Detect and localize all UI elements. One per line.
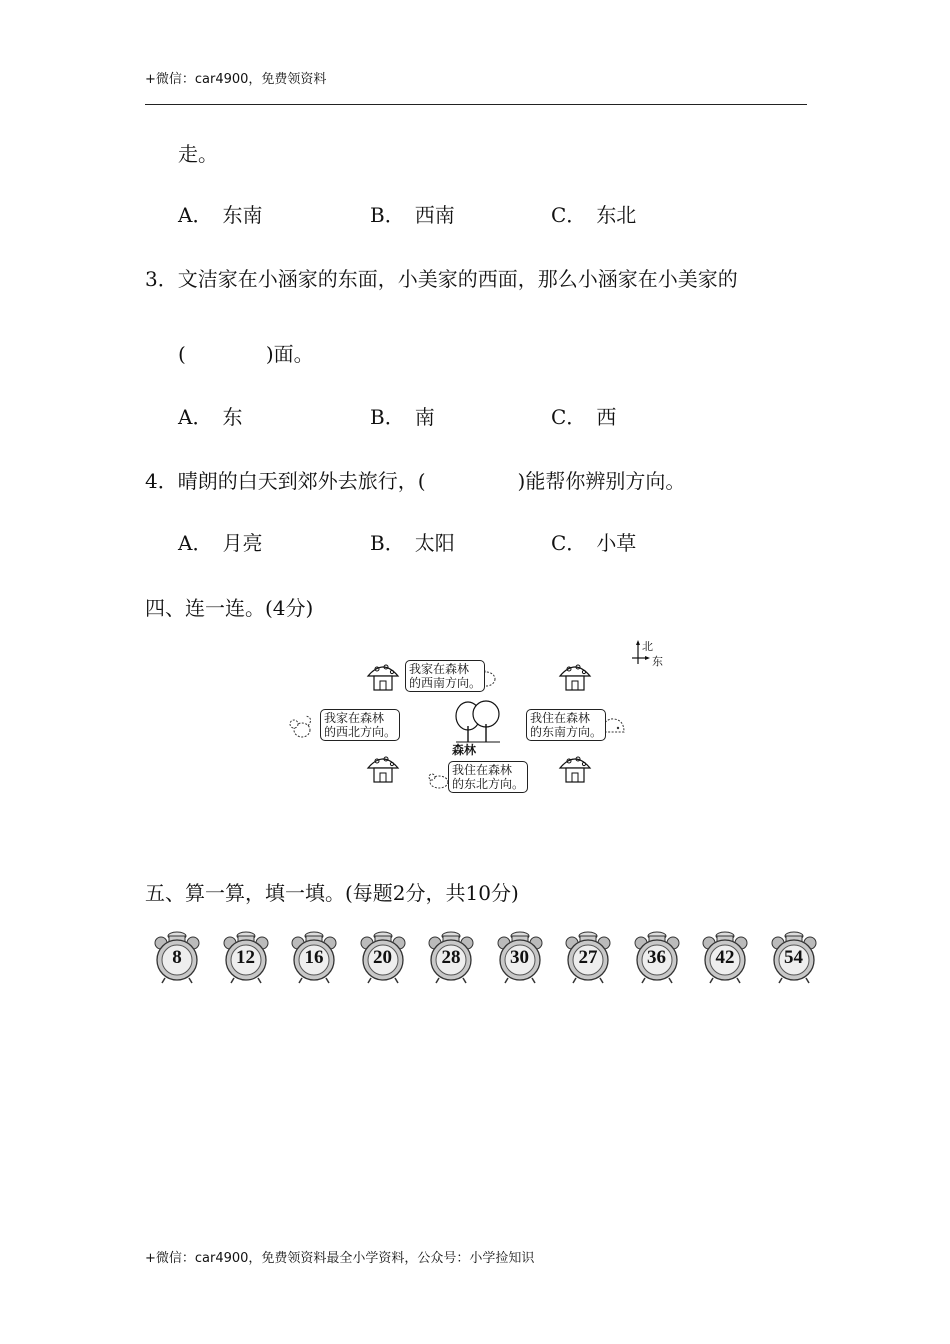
alarm-clock — [426, 930, 476, 984]
clock-number: 42 — [715, 947, 735, 968]
alarm-clock — [221, 930, 271, 984]
clock-number: 28 — [441, 947, 461, 968]
q3-stem: 3．文洁家在小涵家的东面，小美家的西面，那么小涵家在小美家的 — [145, 267, 738, 291]
forest-direction-figure — [280, 638, 670, 798]
q3-option-b: B． 南 — [370, 405, 435, 429]
speech-bubble-bottom: 我住在森林 的东北方向。 — [448, 761, 528, 793]
alarm-clock — [495, 930, 545, 984]
alarm-clock — [358, 930, 408, 984]
q4-stem: 4．晴朗的白天到郊外去旅行，( )能帮你辨别方向。 — [145, 469, 686, 493]
clock-number: 27 — [578, 947, 598, 968]
q4-option-b: B． 太阳 — [370, 531, 455, 555]
clock-row — [152, 930, 822, 986]
mushroom-house-icon — [558, 752, 592, 784]
q3-option-a: A． 东 — [178, 405, 243, 429]
clock-number: 8 — [172, 947, 182, 968]
q4-option-c: C． 小草 — [551, 531, 637, 555]
alarm-clock — [769, 930, 819, 984]
q2-continuation: 走。 — [178, 142, 218, 166]
speech-bubble-right: 我住在森林 的东南方向。 — [526, 709, 606, 741]
speech-bubble-top: 我家在森林 的西南方向。 — [405, 660, 485, 692]
q4-option-a: A． 月亮 — [178, 531, 263, 555]
q3-option-c: C． 西 — [551, 405, 617, 429]
compass-icon — [632, 638, 672, 672]
speech-bubble-left: 我家在森林 的西北方向。 — [320, 709, 400, 741]
clock-number: 36 — [647, 947, 666, 968]
compass-east-label: 东 — [652, 655, 663, 668]
section4-title: 四、连一连。(4分) — [145, 596, 314, 620]
squirrel-icon — [286, 714, 314, 740]
section5-title: 五、算一算，填一填。(每题2分，共10分) — [145, 881, 519, 905]
mushroom-house-icon — [366, 752, 400, 784]
clock-number: 20 — [373, 947, 392, 968]
clock-number: 12 — [236, 947, 255, 968]
clock-number: 54 — [784, 947, 803, 968]
header-rule — [145, 104, 807, 105]
clock-number: 16 — [304, 947, 324, 968]
alarm-clock — [289, 930, 339, 984]
q3-blank-line: ( )面。 — [178, 342, 314, 366]
alarm-clock — [700, 930, 750, 984]
forest-label: 森林 — [452, 743, 477, 757]
mushroom-house-icon — [558, 660, 592, 692]
q2-option-c: C． 东北 — [551, 203, 637, 227]
forest-trees-icon — [450, 700, 506, 744]
clock-number: 30 — [510, 947, 529, 968]
mushroom-house-icon — [366, 660, 400, 692]
alarm-clock — [563, 930, 613, 984]
alarm-clock — [152, 930, 202, 984]
q2-option-b: B． 西南 — [370, 203, 455, 227]
header-watermark: +微信：car4900，免费领资料 — [145, 72, 327, 87]
q2-option-a: A． 东南 — [178, 203, 263, 227]
alarm-clock — [632, 930, 682, 984]
compass-north-label: 北 — [642, 640, 653, 653]
footer-text: +微信：car4900，免费领资料最全小学资料，公众号：小学捡知识 — [145, 1251, 535, 1266]
